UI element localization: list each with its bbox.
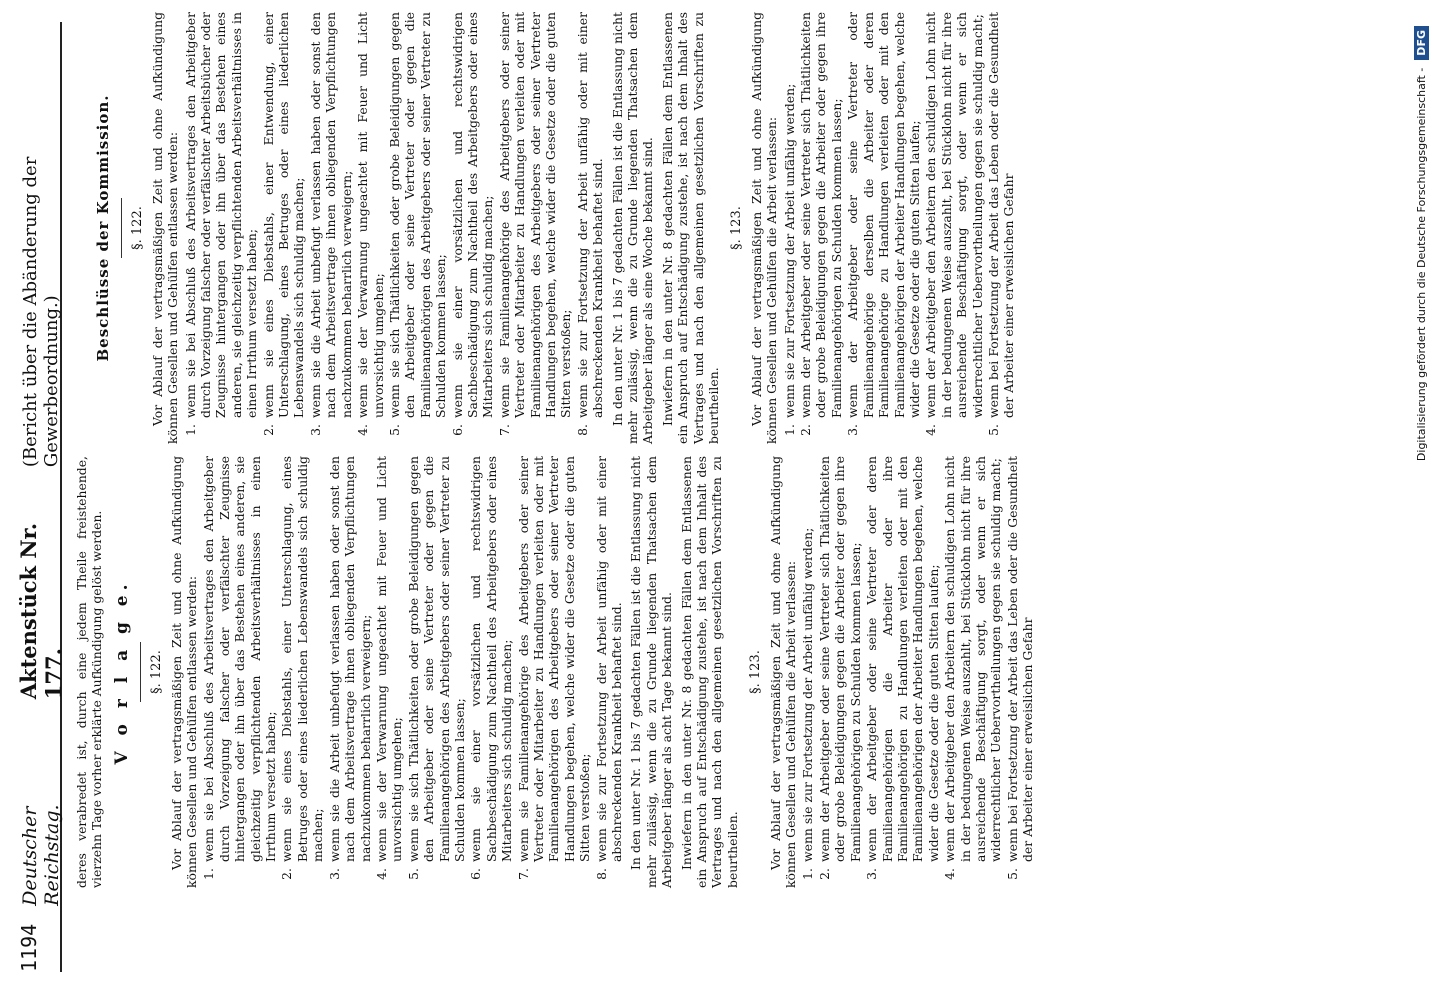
section-intro: Vor Ablauf der vertragsmäßigen Zeit und ohne Aufkündigung können Gesellen und Gehülfen entlassen werden: — [149, 12, 181, 444]
clause-number: 3. — [845, 424, 861, 436]
section-heading-123: §. 123. — [748, 650, 764, 694]
credit-text: Digitalisierung gefördert durch die Deutsche Forschungsgemeinschaft - — [1414, 67, 1428, 462]
clause-text: wenn sie zur Fortsetzung der Arbeit unfähig werden; — [781, 83, 797, 418]
clause-number: 6. — [468, 868, 484, 880]
section-intro: Vor Ablauf der vertragsmäßigen Zeit und ohne Aufkündigung können Gesellen und Gehülfen die Arbeit verlassen: — [748, 12, 780, 444]
clause-text: wenn sie zur Fortsetzung der Arbeit unfähig oder mit einer abschreckenden Krankheit behaftet sind. — [593, 456, 624, 862]
clause-item — [406, 456, 468, 888]
clause-item — [575, 12, 606, 444]
clause-number: 5. — [405, 868, 421, 880]
clause-text: wenn der Arbeitgeber oder seine Vertreter sich Thätlichkeiten oder grobe Beleidigungen gegen die Arbeiter oder gegen ihre Familienangehörigen zu Schulden kommen lassen; — [816, 456, 863, 862]
clause-text: wenn bei Fortsetzung der Arbeit das Leben oder die Gesundheit der Arbeiter einer erweislichen Gefahr — [985, 12, 1017, 418]
clause-number: 8. — [574, 424, 590, 436]
clause-text: wenn sie Familienangehörige des Arbeitgebers oder seiner Vertreter oder Mitarbeiter zu Handlungen verleiten oder mit Familienangehörigen des Arbeitgebers oder seiner Vertreter Handlungen begehen, welche wider die Gesetze oder die guten Sitten verstoßen; — [515, 456, 593, 862]
clause-list — [800, 456, 1035, 888]
section-tail: Inwiefern in den unter Nr. 8 gedachten Fällen dem Entlassenen ein Anspruch auf Entschädigung zustehe, ist nach dem Inhalt des Vertrages und nach den allgemeinen gesetzlichen Vorschriften zu beurtheilen. — [659, 12, 722, 444]
clause-text: wenn sie zur Fortsetzung der Arbeit unfähig oder mit einer abschreckenden Krankheit behaftet sind. — [574, 12, 606, 418]
clause-number: 5. — [1004, 868, 1020, 880]
clause-item — [594, 456, 625, 888]
clause-list — [201, 456, 624, 888]
clause-number: 3. — [326, 868, 342, 880]
page-header — [16, 22, 66, 972]
clause-item — [450, 12, 496, 444]
clause-number: 8. — [593, 868, 609, 880]
clause-item — [308, 12, 354, 444]
clause-number: 5. — [985, 424, 1001, 436]
divider — [140, 642, 141, 702]
section-tail: Inwiefern in den unter Nr. 8 gedachten Fällen dem Entlassenen ein Anspruch auf Entschädigung zustehe, ist nach dem Inhalt des Vertrages und nach den allgemeinen gesetzlichen Vorschriften zu beurtheilen. — [678, 456, 740, 888]
section-intro: Vor Ablauf der vertragsmäßigen Zeit und ohne Aufkündigung können Gesellen und Gehülfen entlassen werden: — [168, 456, 200, 888]
clause-number: 2. — [279, 868, 295, 880]
clause-item — [942, 456, 1004, 888]
digitization-credit — [1410, 26, 1432, 976]
clause-text: wenn der Arbeitgeber oder seine Vertreter oder deren Familienangehörigen die Arbeiter oder ihre Familienangehörigen zu Handlungen verleiten oder mit den Familienangehörigen der Arbeiter Handlungen begehen, welche wider die Gesetze oder die guten Sitten laufen; — [864, 456, 941, 862]
clause-text: wenn sie bei Abschluß des Arbeitsvertrages den Arbeitgeber durch Vorzeigung falscher oder verfälschter Arbeitsbücher oder Zeugnisse hintergangen oder ihn über das Bestehen eines anderen, sie gleichzeitig verpflichtenden Arbeitsverhältnisses in einen Irrthum versetzt haben; — [182, 12, 260, 418]
divider — [121, 198, 122, 258]
clause-number: 4. — [923, 424, 939, 436]
clause-item — [864, 456, 941, 888]
document-number: Aktenstück Nr. 177. — [16, 522, 66, 700]
clause-text: wenn der Arbeitgeber den Arbeitern den schuldigen Lohn nicht in der bedungenen Weise auszahlt, bei Stücklohn nicht für ihre ausreichende Beschäftigung sorgt, oder wenn er sich widerrechtlicher Uebervortheilungen gegen sie schuldig macht; — [942, 456, 1004, 862]
clause-text: wenn sie der Verwarnung ungeachtet mit Feuer und Licht unvorsichtig umgehen; — [373, 456, 405, 862]
clause-number: 1. — [182, 424, 198, 436]
clause-item — [279, 456, 325, 888]
section-heading-122: §. 122. — [149, 650, 165, 694]
clause-item — [817, 456, 863, 888]
clause-item — [201, 456, 278, 888]
clause-text: wenn sie Familienangehörige des Arbeitgebers oder seiner Vertreter oder Mitarbeiter zu Handlungen verleiten oder mit Familienangehörigen des Arbeitgebers oder seiner Vertreter Handlungen begehen, welche wider die Gesetze oder die guten Sitten verstoßen; — [496, 12, 574, 418]
clause-list — [782, 12, 1017, 444]
clause-item — [845, 12, 922, 444]
clause-item — [468, 456, 514, 888]
clause-text: wenn sie die Arbeit unbefugt verlassen haben oder sonst den nach dem Arbeitsvertrage ihnen obliegenden Verpflichtungen nachzukommen beharrlich verweigern; — [326, 456, 373, 862]
clause-item — [800, 456, 815, 888]
clause-number: 2. — [816, 868, 832, 880]
clause-text: wenn der Arbeitgeber oder seine Vertreter sich Thätlichkeiten oder grobe Beleidigungen gegen die Arbeiter oder gegen ihre Familienangehörigen zu Schulden kommen lassen; — [798, 12, 844, 418]
clause-number: 7. — [515, 868, 531, 880]
clause-text: wenn bei Fortsetzung der Arbeit das Leben oder die Gesundheit der Arbeiter einer erweislichen Gefahr — [1004, 456, 1036, 862]
clause-number: 4. — [355, 424, 371, 436]
clause-text: wenn der Arbeitgeber oder seine Vertreter oder Familienangehörige derselben die Arbeiter oder deren Familienangehörige zu Handlungen verleiten oder mit den Familienangehörigen der Arbeiter Handlungen begehen, welche wider die Gesetze oder die guten Sitten laufen; — [845, 12, 922, 418]
column-vorlage — [74, 456, 1037, 888]
clause-text: wenn sie sich Thätlichkeiten oder grobe Beleidigungen gegen den Arbeitgeber oder seine Vertreter oder gegen die Familienangehörigen des Arbeitgebers oder seiner Vertreter zu Schulden kommen lassen; — [386, 12, 449, 418]
clause-number: 4. — [942, 868, 958, 880]
clause-item — [782, 12, 797, 444]
clause-item — [355, 12, 386, 444]
clause-item — [798, 12, 844, 444]
section-heading-122: §. 122. — [130, 206, 146, 250]
section-tail: In den unter Nr. 1 bis 7 gedachten Fällen ist die Entlassung nicht mehr zulässig, wenn die zu Grunde liegenden Thatsachen dem Arbeitgeber länger als eine Woche bekannt sind. — [609, 12, 656, 444]
report-title: (Bericht über die Abänderung der Gewerbeordnung.) — [20, 156, 62, 468]
column-title-kommission: Beschlüsse der Kommission. — [94, 94, 112, 362]
clause-text: wenn sie eines Diebstahls, einer Unterschlagung, eines Betruges oder eines liederlichen Lebenswandels sich schuldig machen; — [279, 456, 326, 862]
clause-text: wenn sie einer vorsätzlichen und rechtswidrigen Sachbeschädigung zum Nachtheil des Arbeitgebers oder eines Mitarbeiters sich schuldig machen; — [449, 12, 496, 418]
clause-number: 4. — [373, 868, 389, 880]
clause-number: 2. — [260, 424, 276, 436]
column-title-vorlage: V o r l a g e. — [111, 579, 132, 765]
clause-number: 1. — [781, 424, 797, 436]
clause-item — [1005, 456, 1036, 888]
clause-item — [387, 12, 449, 444]
clause-item — [923, 12, 985, 444]
clause-number: 1. — [800, 868, 816, 880]
clause-item — [183, 12, 260, 444]
clause-text: wenn sie der Verwarnung ungeachtet mit Feuer und Licht unvorsichtig umgehen; — [355, 12, 386, 418]
clause-item — [986, 12, 1017, 444]
clause-item — [374, 456, 405, 888]
dfg-logo: DFG — [1414, 26, 1429, 60]
clause-number: 7. — [496, 424, 512, 436]
clause-text: wenn sie die Arbeit unbefugt verlassen haben oder sonst den nach dem Arbeitsvertrage ihnen obliegenden Verpflichtungen nachzukommen beharrlich verweigern; — [307, 12, 354, 418]
clause-number: 3. — [864, 868, 880, 880]
clause-number: 1. — [201, 868, 217, 880]
lead-paragraph: deres verabredet ist, durch eine jedem Theile freistehende, vierzehn Tage vorher erklärte Aufkündigung gelöst werden. — [74, 456, 105, 888]
clause-text: wenn sie sich Thätlichkeiten oder grobe Beleidigungen gegen den Arbeitgeber oder seine Vertreter oder gegen die Familienangehörigen des Arbeitgebers oder seiner Vertreter zu Schulden kommen lassen; — [405, 456, 467, 862]
parliament-name: Deutscher Reichstag. — [19, 804, 63, 906]
clause-item — [261, 12, 307, 444]
column-kommission — [74, 12, 1018, 444]
clause-item — [497, 12, 574, 444]
clause-list — [183, 12, 606, 444]
page-number: 1194 — [17, 923, 41, 972]
clause-number: 5. — [386, 424, 402, 436]
section-tail: In den unter Nr. 1 bis 7 gedachten Fällen ist die Entlassung nicht mehr zulässig, wenn die zu Grunde liegenden Thatsachen dem Arbeitgeber länger als acht Tage bekannt sind. — [628, 456, 675, 888]
clause-item — [516, 456, 593, 888]
clause-text: wenn der Arbeitgeber den Arbeitern den schuldigen Lohn nicht in der bedungenen Weise auszahlt, bei Stücklohn nicht für ihre ausreichende Beschäftigung sorgt, oder wenn er sich widerrechtlicher Uebervortheilungen gegen sie schuldig macht; — [923, 12, 985, 418]
clause-item — [327, 456, 373, 888]
clause-number: 6. — [449, 424, 465, 436]
clause-number: 2. — [798, 424, 814, 436]
section-heading-123: §. 123. — [729, 206, 745, 250]
clause-number: 3. — [307, 424, 323, 436]
clause-text: wenn sie bei Abschluß des Arbeitsvertrages den Arbeitgeber durch Vorzeigung falscher oder verfälschter Zeugnisse hintergangen oder ihn über das Bestehen eines anderen, sie gleichzeitig verpflichtenden Arbeitsverhältnisses in einen Irrthum versetzt haben; — [201, 456, 279, 862]
clause-text: wenn sie eines Diebstahls, einer Entwendung, einer Unterschlagung, eines Betruges oder eines liederlichen Lebenswandels sich schuldig machen; — [260, 12, 307, 418]
section-intro: Vor Ablauf der vertragsmäßigen Zeit und ohne Aufkündigung können Gesellen und Gehülfen die Arbeit verlassen: — [767, 456, 799, 888]
clause-text: wenn sie zur Fortsetzung der Arbeit unfähig werden; — [800, 527, 816, 862]
clause-text: wenn sie einer vorsätzlichen und rechtswidrigen Sachbeschädigung zum Nachtheil des Arbeitgebers oder eines Mitarbeiters sich schuldig machen; — [468, 456, 515, 862]
